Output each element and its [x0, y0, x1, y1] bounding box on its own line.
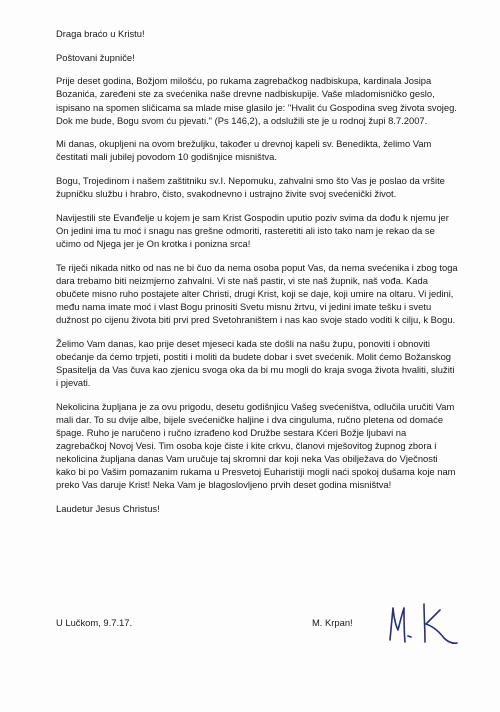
paragraph-ordination: Prije deset godina, Božjom milošću, po rukama zagrebačkog nadbiskupa, kardinala Josipa Bozanića, zaređeni ste za svećenika naše drevne nadbiskupije. Vaše mladomisničko geslo, ispisano na spomen sličicama sa mlade mise glasilo je: "Hvalit ću Gospodina sveg života svojeg. Dok me bude, Bogu svom ću pjevati." (Ps 146,2), a odslužili ste je u rodnoj župi 8.7.2007.: [56, 75, 457, 126]
paragraph-promise: Želimo Vam danas, kao prije deset mjeseci kada ste došli na našu župu, ponoviti i obnoviti obećanje da ćemo trpjeti, postiti i moliti da budete dobar i svet svećenik. Molit ćemo Božanskog Spasitelja da Vas čuva kao zjenicu svoga oka da bi mu mogli do kraja svoga života hvaliti, služiti i pjevati.: [56, 337, 455, 389]
paragraph-priesthood: Te riječi nikada nitko od nas ne bi čuo da nema osoba poput Vas, da nema svećenika i zbog toga dara trebamo biti neizmjerno zahvalni. Vi ste naš pastir, vi ste naš župnik, naš vođa. Kada obučete misno ruho postajete alter Christi, drugi Krist, koji se daje, koji umire na oltaru. Vi jedini, među nama imate moć i vlast Bogu prinositi Svetu misnu žrtvu, vi jedini imate tešku i svetu dužnost po cijenu života biti prvi pred Svetohraništem i nas kao svoje stado voditi k cilju, k Bogu.: [56, 261, 458, 326]
handwritten-signature: [384, 596, 462, 648]
paragraph-gospel: Navijestili ste Evanđelje u kojem je sam Krist Gospodin uputio poziv svima da dođu k njemu jer On jedini ima tu moć i snagu nas grešne odmoriti, rasteretiti ali isto tako nam je rekao da se učimo od Njega jer je On krotka i ponizna srca!: [56, 211, 449, 250]
closing: Laudetur Jesus Christus!: [56, 503, 160, 515]
paragraph-thanks: Bogu, Trojedinom i našem zaštitniku sv.I. Nepomuku, zahvalni smo što Vas je poslao da vršite župničku službu i hrabro, čisto, svakodnevno i ustrajno živite svoj svećenički život.: [56, 175, 445, 200]
paragraph-gift: Nekolicina župljana je za ovu prigodu, desetu godišnjicu Vašeg svećeništva, odlučila uručiti Vam mali dar. To su dvije albe, bijele svećeničke haljine i dva cinguluma, ručno pletena od domaće špage. Ruho je naručeno i ručno izrađeno kod Družbe sestara Kćeri Božje ljubavi na zagrebačkoj Novoj Vesi. Tim osoba koje čiste i kite crkvu, članovi mješovitog župnog zbora i nekolicina župljana danas Vam uručuje taj skromni dar koji neka Vas obilježava do Vječnosti kako bi po Vašim pomazanim rukama u Presvetoj Euharistiji mogli naći spokoj dušama koje nam preko Vas daruje Krist! Neka Vam je blagoslovljeno prvih deset godina misništva!: [56, 400, 456, 491]
greeting: Draga braćo u Kristu!: [56, 28, 145, 39]
paragraph-jubilee: Mi danas, okupljeni na ovom brežuljku, također u drevnoj kapeli sv. Benedikta, želimo Vam čestitati mali jubilej povodom 10 godišnjice misništva.: [56, 138, 432, 163]
place-date: U Lučkom, 9.7.17.: [56, 617, 133, 628]
sender-name: M. Krpan!: [312, 617, 353, 628]
letter-body: [56, 27, 458, 526]
salutation: Poštovani župniče!: [56, 51, 135, 63]
